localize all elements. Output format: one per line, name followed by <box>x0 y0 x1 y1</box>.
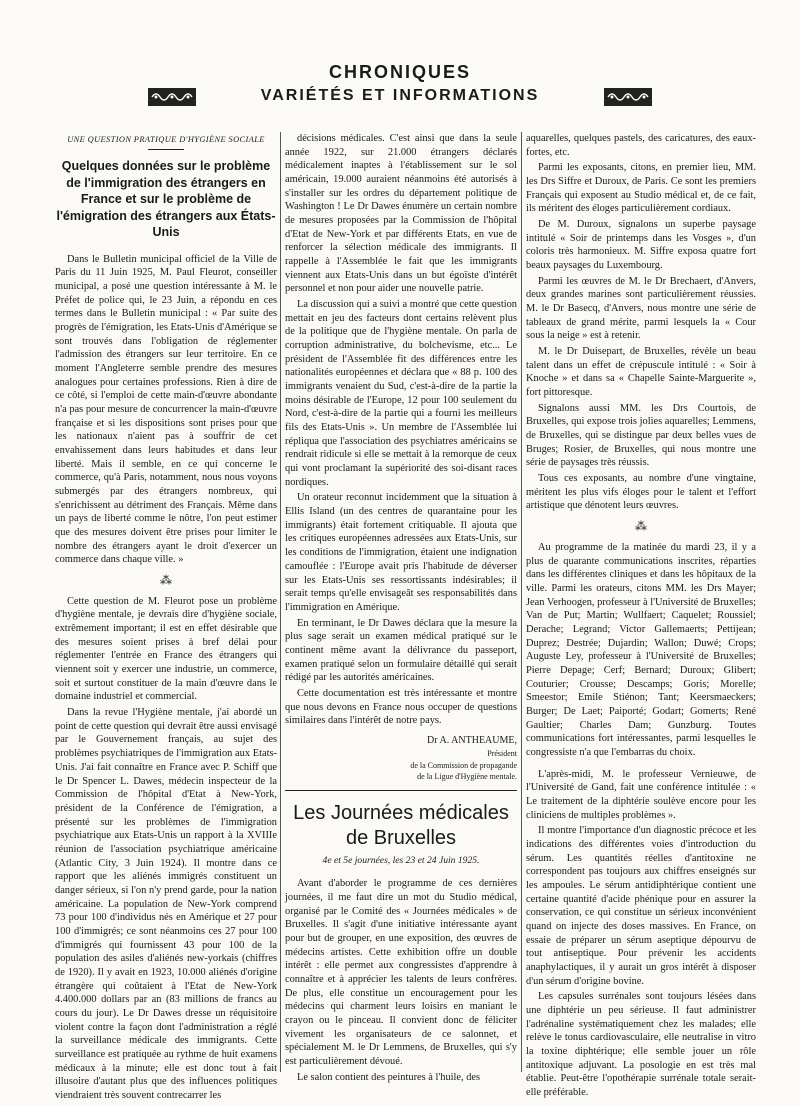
article-title: Quelques données sur le problème de l'immigration des étrangers en France et sur le problème de l'émigration des étrangers aux États-Unis <box>56 159 276 240</box>
paragraph: Dans le Bulletin municipal officiel de la Ville de Paris du 11 Juin 1925, M. Paul Fleurot, conseiller municipal, a posé une question intéressante à M. le Préfet de police qui, le 23 Juin, a répondu en ces termes dans le Bulletin municipal : « Par suite des progrès de l'émigration, les Etats-Unis d'Amérique se sont trouvés dans l'obligation de réglementer l'admission des étrangers sur leur territoire. En ce moment l'Angleterre semble prendre des mesures analogues pour certaines professions. Rien à dire de ce côté, si l'emploi de cette main-d'œuvre abondante n'a pas pour mesure de concurrencer la main-d'œuvre française et si les dispositions sont prises pour que les nationaux n'aient pas à souffrir de cet envahissement dans leurs habitudes et dans leur liberté. Mais il semble, en ce qui concerne le commerce, qu'à Paris, notamment, nous nous voyons submergés par des étrangers nombreux, qui s'enrichissent au détriment des Français. Même dans un pays de liberté comme le nôtre, l'on peut estimer que des mesures doivent être prises pour limiter le nombre des étrangers ayant le droit d'exercer un commerce dans chaque ville. » <box>55 253 277 566</box>
paragraph: En terminant, le Dr Dawes déclara que la mesure la plus sage serait un examen médical pratiqué sur le continent même avant la délivrance du passeport, examen pratiqué selon un formulaire détaillé qui serait rédigé par les autorités américaines. <box>285 617 517 684</box>
signature-role: Président <box>487 749 517 759</box>
asterism-icon: ⁂ <box>635 519 647 534</box>
paragraph: De M. Duroux, signalons un superbe paysage intitulé « Soir de printemps dans les Vosges », d'un coloris très harmonieux. M. Siffre exposa quatre fort beaux paysages du Luxembourg. <box>526 219 756 272</box>
paragraph: décisions médicales. C'est ainsi que dans la seule année 1922, sur 21.000 étrangers déclarés médicalement inaptes à l'établissement sur le sol américain, 19.000 auraient néanmoins été autorisés à s'installer sur les ordres du département politique de Washington ! Le Dr Dawes énumère un certain nombre de mesures proposées par la Commission de l'hôpital d'Etat de New-York et par différents Etats, en vue de renforcer la sélection médicale des immigrants. Il rappelle à l'Assemblée le fait que les immigrants viennent aux Etats-Unis dans un but égoïste d'intérêt personnel et non pour aider une nouvelle patrie. <box>285 133 517 295</box>
column-divider <box>280 132 281 1072</box>
column-1 <box>55 132 277 1105</box>
paragraph: Parmi les œuvres de M. le Dr Brechaert, d'Anvers, deux grandes marines sont particulièrement réussies. M. le Dr Basecq, d'Anvers, nous montre une série de tableaux de grand mérite, parmi lesquels la « Cour sous la neige » est à retenir. <box>526 275 756 342</box>
paragraph: Cette documentation est très intéressante et montre que nous devons en France nous occuper de questions similaires dans l'intérêt de notre pays. <box>285 687 517 727</box>
paragraph: Dans la revue l'Hygiène mentale, j'ai abordé un point de cette question qui devrait être aussi envisagé par le Gouvernement français, au sujet des problèmes psychiatriques de l'immigration aux Etats-Unis. J'ai fait connaître en France avec P. Schiff que le Dr Spencer L. Dawes, médecin inspecteur de la Commission de l'hôpital d'Etat à New-York, président de la Conférence de l'émigration, a présenté sur les problèmes de l'immigration psychiatrique aux Etats-Unis un rapport à la XVIIIe réunion de l'association psychiatrique américaine (Atlantic City, 3 Juin 1924). Il montre dans ce rapport que les aliénés immigrés constituent un danger sérieux, si l'on n'y prend garde, pour la nation américaine. La population de New-York comprend 73 pour 100 d'individus nés en Amérique et 27 pour 100 d'immigrés; ce sont néanmoins ces 27 pour 100 d'immigrés qui fournissent 43 pour 100 de la population des asiles d'aliénés new-yorkais (chiffres de 1920). Il y avait en 1923, 10.000 aliénés d'origine étrangère qui coûtaient à l'Etat de New-York 4.400.000 dollars par an (83 millions de francs au cours du jour). Le Dr Dawes dresse un réquisitoire violent contre la façon dont l'administration a réglé la surveillance médicale des immigrants. Cette surveillance est pratiquée au rythme de huit examens médicaux à la minute; elle est donc tout à fait illusoire d'autant plus que des influences politiques viendraient très souvent contrecarrer les <box>55 707 277 1101</box>
paragraph: Il montre l'importance d'un diagnostic précoce et les indications des différentes voies d'introduction du sérum. Les quantités réelles d'antitoxine ne correspondent pas toujours aux chiffres enseignés sur les ampoules. Le sérum antidiphtérique contient une certaine quantité d'acide phénique pour en assurer la conservation, ce qui constitue un sérieux inconvénient quand on injecte des doses massives. En France, on essaie de préparer un sérum aseptique dépourvu de tout antiseptique. Pour prévenir les accidents anaphylactiques, il y aurait un gros intérêt à disposer d'un sérum d'origine bovine. <box>526 825 756 987</box>
paragraph: Cette question de M. Fleurot pose un problème d'hygiène mentale, je devrais dire d'hygiène sociale, extrêmement important; il est en effet désirable que des mesures soient prises à bref délai pour réglementer l'entrée en France des étrangers qui viennent soit y exercer une industrie, un commerce, soit et surtout constituer de la main d'œuvre dans le domaine industriel et commercial. <box>55 595 277 703</box>
column-3 <box>526 132 756 1102</box>
paragraph: Au programme de la matinée du mardi 23, il y a plus de quarante communications inscrites, réparties dans les différentes cliniques et dans les hôpitaux de la ville. Parmi les orateurs, citons MM. les Drs Mayer; Jean Verhoogen, professeur à l'Université de Bruxelles; Van de Put; Martin; Wullfaert; Caquelet; Roussiel; Derache; Legrand; Victor Gallemaerts; Pettijean; Duprez; Destrée; Dujardin; Wallon; Duwé; Crops; Auguste Ley, professeur à l'Université de Bruxelles; Pierre Depage; Cerf; Bernard; Duroux; Glibert; Couturier; Crousse; Descamps; Goris; Morelle; Smeestor; Emile Stiénon; Tant; Keersmaeckers; Burger; De Laet; Paiporté; Godart; Gomerts; René Gaultier; Charles Dam; Gunzburg. Toutes communications fort intéressantes, parmi lesquelles le congressiste n'a que l'embarras du choix. <box>526 541 756 758</box>
paragraph: aquarelles, quelques pastels, des caricatures, des eaux-fortes, etc. <box>526 133 756 158</box>
ornament-right-icon <box>604 88 652 106</box>
masthead <box>0 62 800 105</box>
asterism-icon: ⁂ <box>160 573 172 587</box>
paragraph: L'après-midi, M. le professeur Vernieuwe, de l'Université de Gand, fait une conférence intitulée : « Le traitement de la diphtérie soulève encore pour les cliniciens de multiples problèmes ». <box>526 768 756 821</box>
paragraph: Parmi les exposants, citons, en premier lieu, MM. les Drs Siffre et Duroux, de Paris. Ce sont les premiers Français qui exposent au Studio médical et, de ce fait, ils méritent des éloges particulièrement cordiaux. <box>526 162 756 215</box>
article-title: Les Journées médicales de Bruxelles <box>293 801 509 849</box>
column-divider <box>521 132 522 1072</box>
section-subtitle: VARIÉTÉS ET INFORMATIONS <box>260 87 540 104</box>
paragraph: Un orateur reconnut incidemment que la situation à Ellis Island (un des centres de quarantaine pour les immigrants) était fortement critiquable. Il ajouta que les critiques européennes adressées aux Etats-Unis, sur les conditions de l'immigration, étaient une indignation camouflée : l'Europe avait pris l'habitude de déverser sur les Etats-Unis ses ressortissants indésirables; il serait temps qu'elle envisageât ses responsabilités dans l'immigration en Amérique. <box>285 492 517 613</box>
paragraph: Avant d'aborder le programme de ces dernières journées, il me faut dire un mot du Studio médical, organisé par le Comité des « Journées médicales » de Bruxelles. Il s'agit d'une initiative intéressante ayant pour but de grouper, en une exposition, des œuvres de médecins artistes. Cette exhibition offre un double intérêt : elle permet aux congressistes d'apprendre à connaître et à apprécier les talents de leurs confrères. De plus, elle constitue un encouragement pour les médecins qui charment leurs loisirs en maniant le crayon ou le pinceau. Il convient donc de féliciter vivement les organisateurs de ce salonnet, et spécialement M. le Dr Lemmens, de Bruxelles, qui s'y est particulièrement dévoué. <box>285 878 517 1068</box>
ornament-left-icon <box>148 88 196 106</box>
signature-org: de la Ligue d'Hygiène mentale. <box>417 772 517 782</box>
paragraph: Signalons aussi MM. les Drs Courtois, de Bruxelles, qui expose trois jolies aquarelles; Lemmens, de Bruxelles, qui se distingue par deux belles vues de Bruges; Rosier, de Bruxelles, qui nous montre une série de paysages très réussis. <box>526 402 756 469</box>
paragraph: Tous ces exposants, au nombre d'une vingtaine, méritent les plus vifs éloges pour le talent et l'effort artistique que dénotent leurs œuvres. <box>526 473 756 512</box>
paragraph: Les capsules surrénales sont toujours lésées dans une diphtérie un peu sérieuse. Il faut administrer l'adrénaline systématiquement chez les malades; elle relève le tonus cardiovasculaire, elle neutralise in vitro la toxine diphtérique; elle semble jouer un rôle antitoxique adjuvant. La posologie en est très mal établie. Peut-être l'opothérapie surrénale totale serait-elle préférable. <box>526 991 756 1099</box>
section-title: CHRONIQUES <box>328 62 471 82</box>
signature: Dr A. ANTHEAUME, <box>427 734 517 746</box>
paragraph: La discussion qui a suivi a montré que cette question mettait en jeu des facteurs dont certains relèvent plus de la politique que de l'hygiène mentale. On parla de corruption administrative, du bolchevisme, etc... Le président de l'Assemblée fit des différences entre les nationalités européennes et déclara que « 88 p. 100 des immigrants venaient du Sud, c'est-à-dire de la partie la moins désirable de l'Europe, 12 pour 100 seulement du Nord, c'est-à-dire de la partie qui a fourni les meilleurs fils des Etats-Unis ». Un membre de l'Assemblée lui répliqua que l'association des psychiatres américains se rendrait ridicule si elle se mettait à la remorque de ceux qui vont proclamant la supériorité des soi-disant races nordiques. <box>285 299 517 488</box>
paragraph: Le salon contient des peintures à l'huile, des <box>297 1071 481 1083</box>
divider <box>285 790 517 791</box>
article-subtitle: 4e et 5e journées, les 23 et 24 Juin 1925. <box>322 854 480 866</box>
article-kicker: UNE QUESTION PRATIQUE D'HYGIÈNE SOCIALE <box>67 135 265 144</box>
signature-org: de la Commission de propagande <box>410 760 517 770</box>
paragraph: M. le Dr Duisepart, de Bruxelles, révèle un beau talent dans un effet de crépuscule intitulé : « Soir à Knoche » et dans sa « Chapelle Sainte-Marguerite », fort pittoresque. <box>526 346 756 399</box>
divider <box>148 149 184 150</box>
column-2 <box>285 132 517 1087</box>
